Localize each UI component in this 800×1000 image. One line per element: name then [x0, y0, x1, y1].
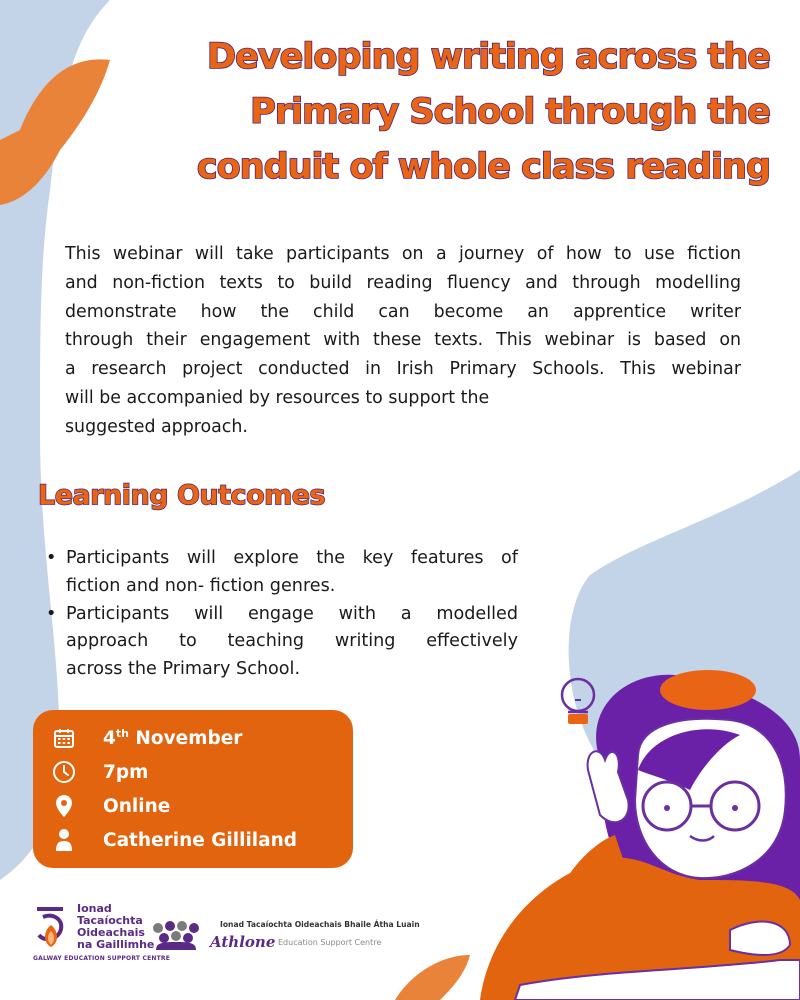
event-date — [103, 727, 242, 749]
description-line: a research project conducted in Irish Primary Schools. This webinar — [65, 359, 741, 380]
title-line: Primary School through the — [250, 92, 770, 132]
galway-logo-line: Tacaíochta — [77, 914, 143, 927]
galway-logo-subtitle: GALWAY EDUCATION SUPPORT CENTRE — [33, 955, 171, 962]
event-date-day: 4 — [103, 728, 116, 750]
bullet-icon: • — [46, 548, 57, 568]
outcome-line: fiction and non- fiction genres. — [66, 575, 336, 596]
athlone-people-icon — [148, 916, 208, 956]
event-date-row — [51, 723, 243, 753]
outcome-line: Participants will explore the key features of — [66, 548, 518, 568]
galway-logo-mark-icon — [33, 903, 73, 953]
athlone-irish-name: Ionad Tacaíochta Oideachais Bhaile Átha Luain — [220, 920, 420, 929]
description-line: This webinar will take participants on a journey of how to use fiction — [65, 244, 741, 264]
event-location-row — [51, 791, 171, 821]
title-line: conduit of whole class reading — [196, 147, 770, 187]
galway-logo-line: Oideachais — [77, 926, 145, 939]
galway-logo-line: na Gaillimhe — [77, 938, 155, 951]
event-time-row — [51, 757, 149, 787]
list-item — [46, 545, 518, 601]
event-date-month: November — [135, 728, 243, 750]
outcome-line: approach to teaching writing effectively — [66, 631, 518, 652]
list-item — [46, 601, 518, 684]
event-date-suffix: th — [115, 726, 129, 740]
page-title — [130, 30, 770, 195]
bullet-icon: • — [46, 603, 57, 624]
outcome-line: across the Primary School. — [66, 659, 301, 680]
description-line: demonstrate how the child can become an apprentice writer — [65, 301, 741, 322]
athlone-subtitle: Education Support Centre — [278, 938, 382, 947]
athlone-name: Athlone — [210, 933, 276, 951]
description-line: suggested approach. — [65, 416, 248, 437]
description-line: and non-fiction texts to build reading fluency and through modelling — [65, 272, 741, 293]
learning-outcomes-heading: Learning Outcomes — [38, 480, 326, 511]
learning-outcomes-list — [46, 545, 518, 684]
event-presenter: Catherine Gilliland — [103, 829, 298, 851]
event-presenter-row — [51, 825, 298, 855]
title-line: Developing writing across the — [207, 37, 770, 77]
calendar-icon — [51, 725, 77, 751]
person-icon — [51, 827, 77, 853]
description-line: will be accompanied by resources to support the — [65, 387, 490, 408]
outcome-line: Participants will engage with a modelled — [66, 603, 518, 624]
description-line: through their engagement with these texts. This webinar is based on — [65, 330, 741, 351]
webinar-description — [65, 240, 741, 442]
clock-icon — [51, 759, 77, 785]
event-location: Online — [103, 795, 171, 817]
galway-logo-line: Ionad — [77, 902, 112, 915]
location-pin-icon — [51, 793, 77, 819]
athlone-education-centre-logo — [148, 916, 420, 956]
event-details-card — [33, 710, 353, 868]
event-time: 7pm — [103, 761, 149, 783]
